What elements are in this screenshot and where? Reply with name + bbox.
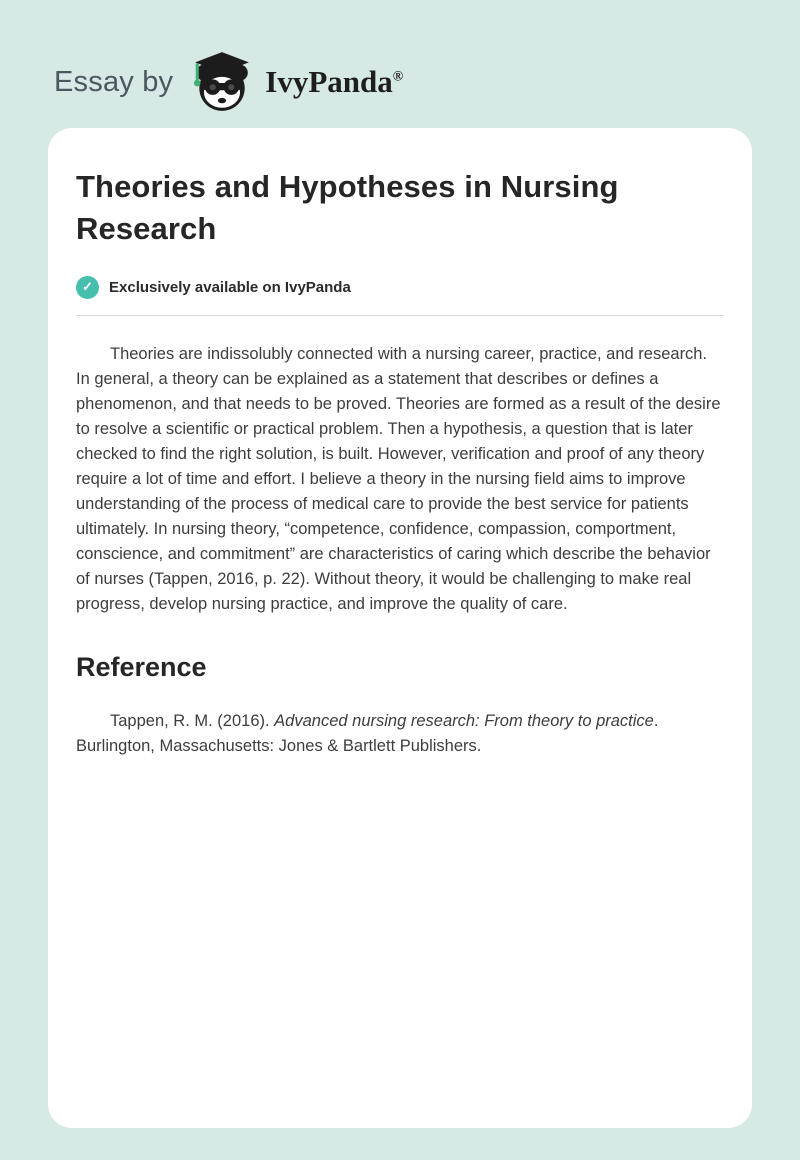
essay-paragraph: Theories are indissolubly connected with a nursing career, practice, and research. In general, a theory can be explained as a statement that describes or defines a phenomenon, and that needs to be proved. Theories are formed as a result of the desire to resolve a scientific or practical problem. Then a hypothesis, a question that is later checked to find the right solution, is built. However, verification and proof of any theory require a lot of time and effort. I believe a theory in the nursing field aims to improve understanding of the process of medical care to provide the best service for patients ultimately. In nursing theory, “competence, confidence, compassion, comportment, conscience, and commitment” are characteristics of caring which describe the behavior of nurses (Tappen, 2016, p. 22). Without theory, it would be challenging to make real progress, develop nursing practice, and improve the quality of care. [76,344,721,614]
reference-title-italic: Advanced nursing research: From theory to practice [274,711,654,730]
site-header [0,0,800,128]
reference-authors: Tappen, R. M. (2016). [110,711,275,730]
reference-heading: Reference [76,651,207,682]
essay-by-label: Essay by [54,65,174,98]
availability-label: Exclusively available on IvyPanda [109,278,351,296]
registered-mark: ® [392,69,404,85]
availability-row [76,276,724,299]
reference-publisher: . Burlington, Massachusetts: Jones & Bartlett Publishers. [76,711,659,755]
brand-text: IvyPanda [265,64,393,99]
checkmark-icon: ✓ [76,276,99,299]
reference-entry [76,709,724,759]
essay-title: Theories and Hypotheses in Nursing Research [76,169,619,246]
ivypanda-logo-icon [189,49,255,115]
divider [76,315,724,316]
brand-name [265,64,403,100]
essay-card [48,128,752,1128]
